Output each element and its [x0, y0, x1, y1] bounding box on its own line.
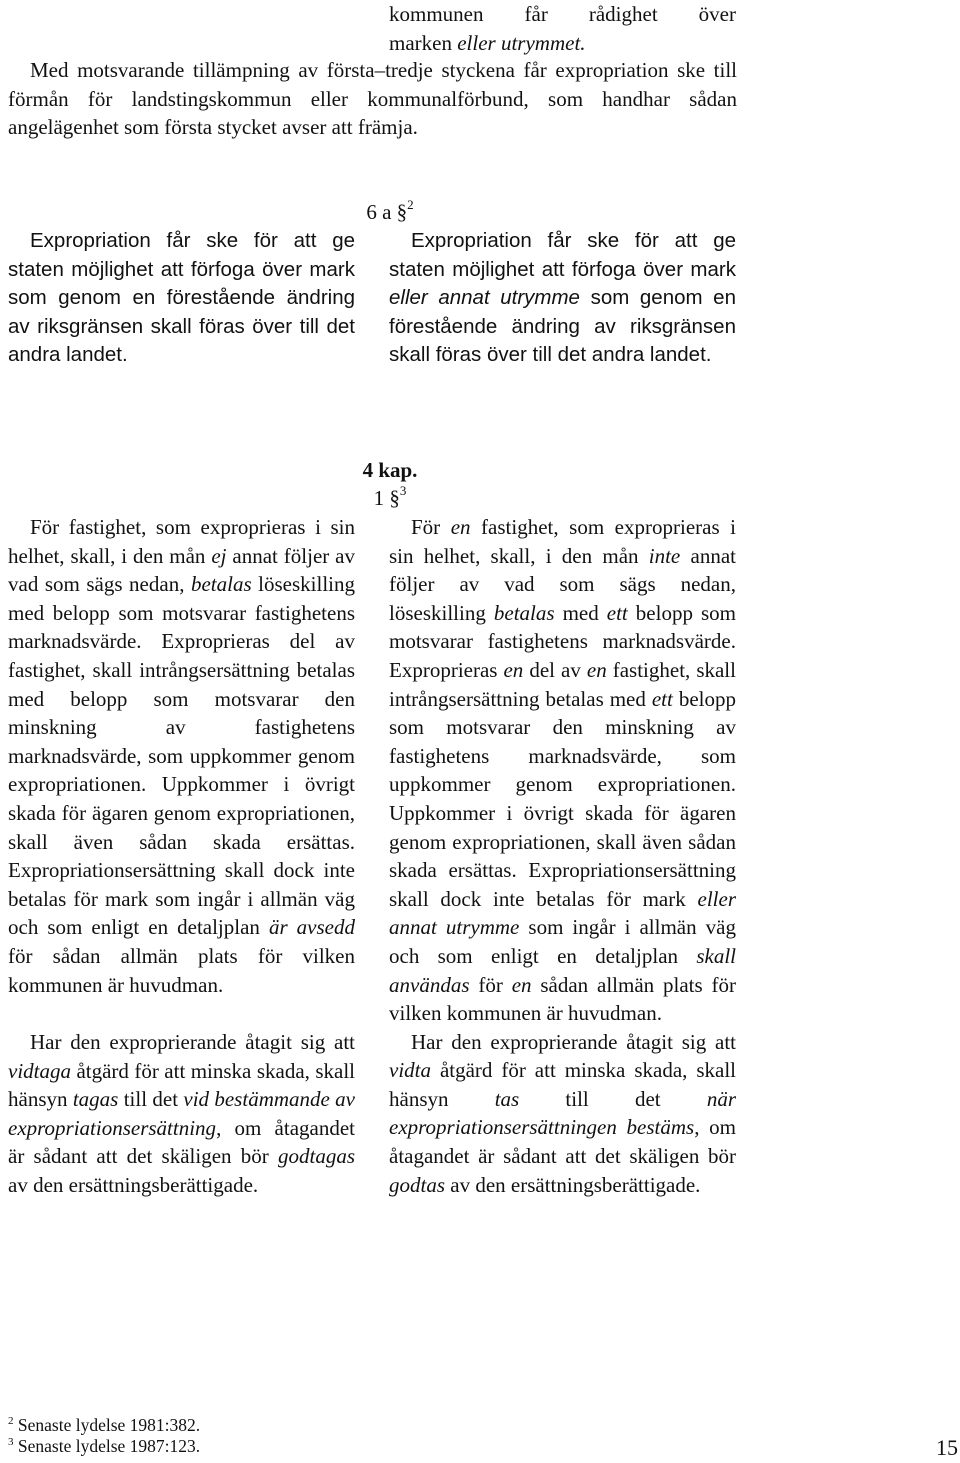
section-1-heading: 1 §$^3$: [373, 483, 407, 510]
section-6a-left-text: Expropriation får ske för att ge staten möjlighet att förfoga över mark som genom en förestående ändring av riksgränsen skall föras över till det andra landet.: [8, 229, 355, 367]
footnote-2: $^2$ Senaste lydelse 1981:382.: [8, 1415, 201, 1435]
chapter4-right-column: [389, 513, 736, 1199]
page-number: 15: [936, 1435, 958, 1460]
right-paragraph-2: Har den exproprierande åtagit sig att vidta åtgärd för att minska skada, skall hänsyn tas till det när expropriationsersättningen bestäms, om åtagandet är sådant att det skäligen bör godtas av den ersättningsberättigade.: [389, 1029, 736, 1197]
right-paragraph-1: För en fastighet, som exproprieras i sin helhet, skall, i den mån inte annat följer av vad som sägs nedan, löseskilling betalas med ett belopp som motsvarar fastighetens marknadsvärde. Exproprieras en del av en fastighet, skall intrångsersättning betalas med ett belopp som motsvarar den minskning av fastighetens marknadsvärde, som uppkommer genom expropriationen. Uppkommer i övrigt skada för ägaren genom expropriationen, skall även sådan skada ersättas. Expropriationsersättning skall dock inte betalas för mark eller annat utrymme som ingår i allmän väg och som enligt en detaljplan skall användas för en sådan allmän plats för vilken kommunen är huvudman.: [389, 515, 736, 1026]
left-paragraph-2: Har den exproprierande åtagit sig att vidtaga åtgärd för att minska skada, skall hänsyn tagas till det vid bestämmande av expropriationsersättning, om åtagandet är sådant att det skäligen bör godtagas av den ersättningsberättigade.: [8, 1030, 356, 1198]
footnote-ref-3: 3: [399, 483, 407, 498]
left-paragraph-1: För fastighet, som exproprieras i sin helhet, skall, i den mån ej annat följer av vad som sägs nedan, betalas löseskilling med belopp som motsvarar fastighetens marknadsvärde. Exproprieras del av fastighet, skall intrångsersättning betalas med belopp som motsvarar den minskning av fastighetens marknadsvärde, som uppkommer genom expropriationen. Uppkommer i övrigt skada för ägaren genom expropriationen, skall även sådan skada ersättas. Expropriationsersättning skall dock inte betalas för mark som ingår i allmän väg och som enligt en detaljplan är avsedd för sådan allmän plats för vilken kommunen är huvudman.: [8, 515, 355, 997]
carryover-fragment: [389, 0, 736, 57]
footnotes: [8, 1415, 408, 1457]
footnote-ref-2: 2: [407, 197, 414, 212]
carryover-line-2: marken eller utrymmet.: [389, 30, 586, 55]
intro-paragraph: Med motsvarande tillämpning av första–tredje styckena får expropriation ske till förmån för landstingskommun eller kommunalförbund, som handhar sådan angelägenhet som första stycket avser att främja.: [8, 58, 737, 140]
chapter4-left-column: [8, 513, 355, 1200]
section-6a-right-text: Expropriation får ske för att ge staten möjlighet att förfoga över mark eller annat utrymme som genom en förestående ändring av riksgränsen skall föras över till det andra landet.: [389, 229, 736, 367]
section-6a-heading: 6 a §$^2$: [366, 197, 414, 224]
chapter-heading: 4 kap.: [362, 458, 418, 482]
footnote-3: $^3$ Senaste lydelse 1987:123.: [8, 1436, 201, 1456]
carryover-line-1: kommunen får rådighet över: [389, 2, 736, 26]
